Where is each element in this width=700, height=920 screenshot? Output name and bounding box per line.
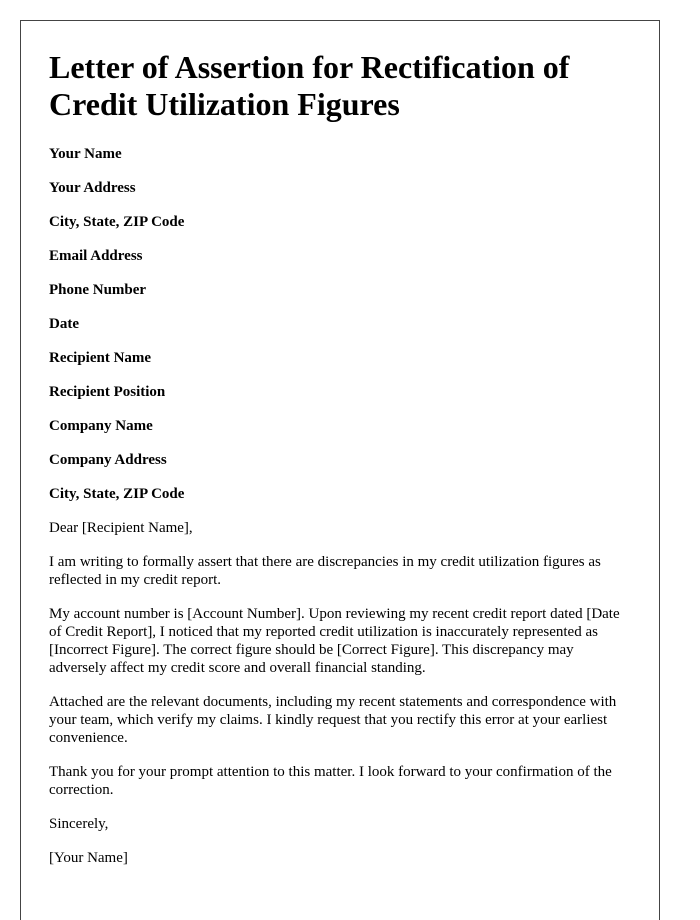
closing: Sincerely, bbox=[49, 816, 109, 832]
signature: [Your Name] bbox=[49, 850, 128, 866]
sender-phone: Phone Number bbox=[49, 282, 147, 298]
letter-page bbox=[20, 20, 660, 920]
sender-address: Your Address bbox=[49, 180, 136, 196]
body-paragraph-2: My account number is [Account Number]. Upon reviewing my recent credit report dated [Date of Credit Report], I noticed that my reported credit utilization is inaccurately represented as [Incorrect Figure]. The correct figure should be [Correct Figure]. This discrepancy may adversely affect my credit score and overall financial standing. bbox=[49, 606, 620, 676]
sender-email: Email Address bbox=[49, 248, 143, 264]
sender-name: Your Name bbox=[49, 146, 122, 162]
body-paragraph-4: Thank you for your prompt attention to this matter. I look forward to your confirmation of the correction. bbox=[49, 764, 612, 798]
body-paragraph-1: I am writing to formally assert that there are discrepancies in my credit utilization figures as reflected in my credit report. bbox=[49, 554, 601, 588]
recipient-name: Recipient Name bbox=[49, 350, 152, 366]
recipient-company: Company Name bbox=[49, 418, 153, 434]
recipient-city-state-zip: City, State, ZIP Code bbox=[49, 486, 185, 502]
salutation: Dear [Recipient Name], bbox=[49, 520, 193, 536]
sender-city-state-zip: City, State, ZIP Code bbox=[49, 214, 185, 230]
recipient-company-address: Company Address bbox=[49, 452, 167, 468]
letter-date: Date bbox=[49, 316, 79, 332]
recipient-position: Recipient Position bbox=[49, 384, 166, 400]
body-paragraph-3: Attached are the relevant documents, including my recent statements and correspondence with your team, which verify my claims. I kindly request that you rectify this error at your earliest convenience. bbox=[49, 694, 617, 746]
letter-title: Letter of Assertion for Rectification of Credit Utilization Figures bbox=[49, 49, 570, 122]
